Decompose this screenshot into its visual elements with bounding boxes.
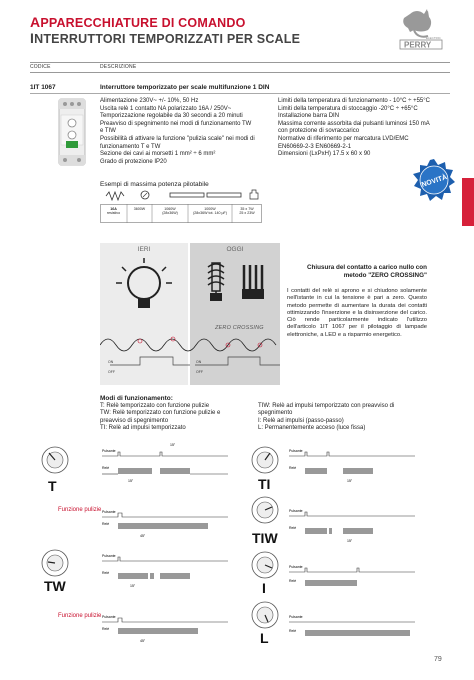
dial-TIW xyxy=(250,495,280,525)
ieri-off-label: OFF xyxy=(108,370,115,374)
modi-right xyxy=(258,403,438,432)
spec-line: Normative di riferimento per marcatura LVD/EMC xyxy=(278,135,409,142)
potenza-cell: 1000W (28x36W tot. 140 µF) xyxy=(193,207,227,216)
svg-text:Relè: Relè xyxy=(102,571,110,575)
header-rule-top xyxy=(30,62,450,63)
spec-line: Grado di protezione IP20 xyxy=(100,158,167,165)
specs-left xyxy=(100,98,270,166)
spec-line: funzionamento T e TW xyxy=(100,143,161,150)
mode-I-label: I xyxy=(262,580,266,596)
mode-T-label: T xyxy=(48,478,57,494)
spec-line: Possibilità di attivare la funzione "pulizia scale" nei modi di xyxy=(100,135,255,142)
svg-text:15": 15" xyxy=(170,443,176,447)
cfl-tube-icon xyxy=(244,265,262,289)
sine-waveform xyxy=(100,335,280,385)
lightbulb-icon xyxy=(128,267,160,299)
dial-L xyxy=(250,600,280,630)
modi-line: preavviso di spegnimento xyxy=(100,417,169,424)
logo-small-text: ELECTRIC xyxy=(426,36,441,40)
potenza-title: Esempi di massima potenza pilotabile xyxy=(100,181,209,188)
modi-line: TW: Relè temporizzato con funzione pulizie e xyxy=(100,410,221,417)
modi-line: T: Relè temporizzato con funzione pulizie xyxy=(100,403,210,409)
modi-left xyxy=(100,403,260,432)
specs-right xyxy=(278,98,450,159)
dial-T xyxy=(40,445,70,475)
page-title-line2: INTERRUTTORI TEMPORIZZATI PER SCALE xyxy=(30,30,301,46)
svg-text:Relè: Relè xyxy=(102,627,110,631)
spec-line: Preavviso di spegnimento nei modi di funzionamento TW xyxy=(100,120,252,127)
spec-line: Limiti della temperatura di funzionamento - 10°C ÷ +55°C xyxy=(278,98,431,104)
diagram-TIW xyxy=(287,500,417,550)
svg-text:Relè: Relè xyxy=(289,466,297,470)
oggi-label: OGGI xyxy=(226,246,244,253)
dial-TW xyxy=(40,548,70,578)
page-title-line1: APPARECCHIATURE DI COMANDO xyxy=(30,14,246,30)
spec-line: con protezione di sovraccarico xyxy=(278,128,360,135)
svg-text:15": 15" xyxy=(347,539,353,543)
spec-line: Temporizzazione regolabile da 30 secondi a 20 minuti xyxy=(100,113,243,120)
spec-line: Massima corrente assorbita dai pulsanti luminosi 150 mA xyxy=(278,120,430,127)
mode-TI-label: TI xyxy=(258,476,271,492)
spec-line: EN60669-2-3 EN60669-2-1 xyxy=(278,143,352,150)
mode-L-label: L xyxy=(260,630,269,646)
product-separator xyxy=(30,93,450,94)
device-image xyxy=(55,97,89,167)
zero-crossing-label: ZERO CROSSING xyxy=(215,325,264,331)
oggi-off-label: OFF xyxy=(196,370,203,374)
diagram-T-pulizie xyxy=(100,500,230,550)
potenza-cell: 16A resistivo xyxy=(106,207,121,216)
funzione-pulizie-label-1: Funzione pulizie xyxy=(58,507,102,513)
svg-text:Pulsante: Pulsante xyxy=(289,615,303,619)
page-number: 79 xyxy=(434,656,442,663)
header-rule-bottom xyxy=(30,72,450,73)
potenza-cell: 1060W (28x36W) xyxy=(162,207,178,216)
pulsante-label: Pulsante xyxy=(102,449,116,453)
modi-line: spegnimento xyxy=(258,410,293,417)
section-tab xyxy=(462,178,474,226)
svg-text:Pulsante: Pulsante xyxy=(102,554,116,558)
svg-text:Pulsante: Pulsante xyxy=(289,565,303,569)
col-desc-label: DESCRIZIONE xyxy=(100,64,137,70)
mode-TIW-label: TIW xyxy=(252,530,278,546)
svg-text:Relè: Relè xyxy=(289,579,297,583)
svg-text:45": 45" xyxy=(140,534,146,538)
funzione-pulizie-label-2: Funzione pulizie xyxy=(58,613,102,619)
potenza-cell: 3600W xyxy=(133,207,146,211)
diagram-TI xyxy=(287,440,417,490)
spec-line: Alimentazione 230V~ +/- 10%, 50 Hz xyxy=(100,98,199,104)
modi-line: L: Permanentemente acceso (luce fissa) xyxy=(258,424,366,431)
svg-text:Relè: Relè xyxy=(289,629,297,633)
svg-text:Pulsante: Pulsante xyxy=(289,509,303,513)
spec-line: Installazione barra DIN xyxy=(278,113,340,120)
novita-badge xyxy=(412,158,456,202)
svg-text:15": 15" xyxy=(347,479,353,483)
dial-I xyxy=(250,550,280,580)
potenza-cell: 35 x 7W 25 x 23W xyxy=(239,207,255,216)
mode-TW-label: TW xyxy=(44,578,66,594)
svg-text:Pulsante: Pulsante xyxy=(289,449,303,453)
modi-line: TI: Relè ad impulsi temporizzato xyxy=(100,424,186,431)
potenza-table xyxy=(100,192,262,223)
product-code: 1IT 1067 xyxy=(30,84,56,91)
oggi-on-label: ON xyxy=(196,360,202,364)
chiusura-title: Chiusura del contatto a carico nullo con metodo "ZERO CROSSING" xyxy=(306,264,427,279)
dial-TI xyxy=(250,445,280,475)
diagram-TW-pulizie xyxy=(100,605,230,655)
spec-line: e TIW xyxy=(100,128,116,135)
modi-line: TIW: Relè ad impulsi temporizzato con preavviso di xyxy=(258,403,395,409)
diagram-TW xyxy=(100,545,230,595)
ieri-on-label: ON xyxy=(108,360,114,364)
svg-text:Relè: Relè xyxy=(102,522,110,526)
diagram-I xyxy=(287,555,417,605)
svg-text:15": 15" xyxy=(130,584,136,588)
spec-line: Dimensioni (LxPxH) 17.5 x 60 x 90 xyxy=(278,151,371,158)
col-code-label: CODICE xyxy=(30,64,51,70)
logo-text: PERRY xyxy=(404,40,432,50)
svg-text:Pulsante: Pulsante xyxy=(102,510,116,514)
svg-text:Pulsante: Pulsante xyxy=(102,615,116,619)
modi-line: I: Relè ad impulsi (passo-passo) xyxy=(258,417,344,424)
diagram-L xyxy=(287,605,417,655)
svg-text:15": 15" xyxy=(128,479,134,483)
chiusura-body: I contatti del relè si aprono e si chiudono solamente nell'istante in cui la tensione è pari a zero. Questo metodo permette di aumentare la durata dei contatti ottimizzando l'inserzione e la disinserzione del carico. Ciò rende particolarmente indicato l'utilizzo dell'articolo 1IT 1067 per il pilotaggio di lampade elettroniche, a LED e a risparmio energetico. xyxy=(287,288,427,338)
svg-text:Relè: Relè xyxy=(289,526,297,530)
spec-line: Limiti della temperatura di stoccaggio -20°C ÷ +65°C xyxy=(278,105,418,112)
rele-label: Relè xyxy=(102,466,110,470)
product-title: Interruttore temporizzato per scale multifunzione 1 DIN xyxy=(100,84,270,91)
ieri-label: IERI xyxy=(137,246,151,253)
spec-line: Uscita relè 1 contatto NA polarizzato 16A / 250V~ xyxy=(100,105,232,112)
spec-line: Sezione dei cavi ai morsetti 1 mm² ÷ 6 mm² xyxy=(100,151,216,158)
diagram-T xyxy=(100,440,230,490)
svg-text:45": 45" xyxy=(140,639,146,643)
badge-text: NOVITÀ xyxy=(420,174,449,189)
perry-logo xyxy=(380,8,450,53)
modi-title: Modi di funzionamento: xyxy=(100,395,173,402)
